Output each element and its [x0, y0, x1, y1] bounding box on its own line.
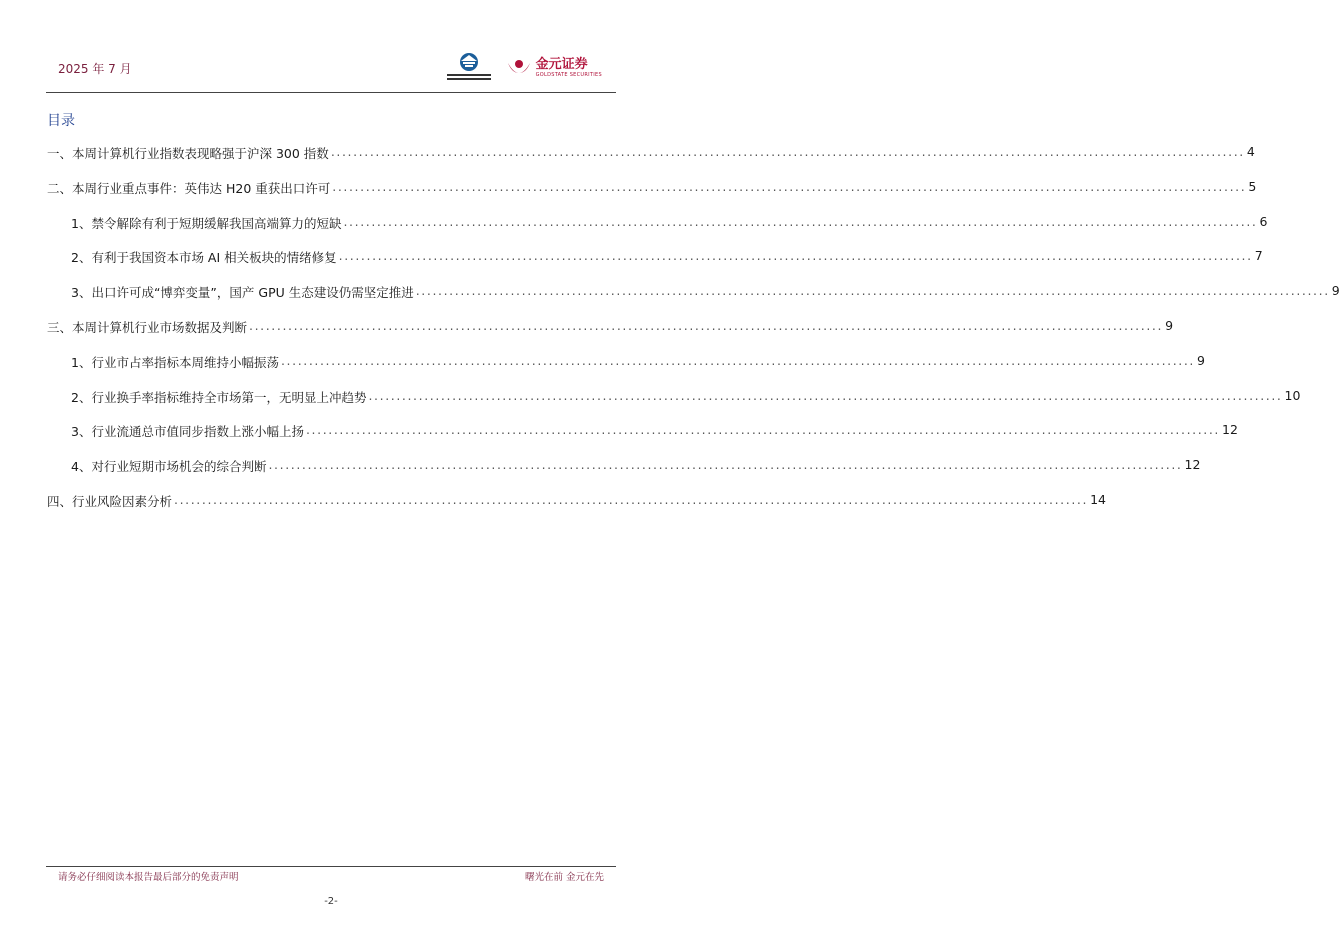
- goldstate-emblem-icon: [506, 57, 532, 79]
- toc-entry-text: 二、本周行业重点事件：英伟达 H20 重获出口许可: [47, 180, 331, 196]
- toc-entry[interactable]: [47, 283, 1340, 318]
- toc-entry-page: 12: [1222, 422, 1238, 438]
- toc-entry[interactable]: [47, 178, 1257, 214]
- toc-entry[interactable]: [47, 352, 1205, 388]
- toc-entry-text: 1、行业市占率指标本周维持小幅振荡: [71, 354, 279, 370]
- toc-entry[interactable]: [47, 387, 1301, 423]
- toc-entry-page: 9: [1331, 283, 1340, 299]
- capital-group-emblem-icon: [458, 52, 480, 72]
- footer-divider: [46, 866, 616, 867]
- toc-entry-text: 3、行业流通总市值同步指数上涨小幅上扬: [71, 424, 304, 440]
- toc-entry-page: 7: [1254, 248, 1263, 264]
- toc-entry-page: 4: [1246, 144, 1255, 159]
- toc-entry-page: 10: [1284, 387, 1301, 403]
- toc-leader-dots: ....................................................................................................................................................................: [368, 387, 1283, 403]
- toc-leader-dots: ....................................................................................................................................................................: [305, 422, 1221, 438]
- goldstate-logo: [506, 57, 602, 79]
- toc-entry-page: 6: [1259, 213, 1268, 229]
- table-of-contents: [47, 144, 1340, 527]
- toc-leader-dots: ....................................................................................................................................................................: [332, 178, 1247, 194]
- toc-title: 目录: [47, 113, 75, 129]
- toc-entry-text: 1、禁令解除有利于短期缓解我国高端算力的短缺: [71, 215, 342, 231]
- toc-entry-text: 2、有利于我国资本市场 AI 相关板块的情绪修复: [71, 250, 337, 266]
- page-number: -2-: [324, 896, 338, 907]
- toc-entry-text: 3、出口许可成“博弈变量”，国产 GPU 生态建设仍需坚定推进: [71, 285, 414, 301]
- toc-leader-dots: ....................................................................................................................................................................: [415, 283, 1330, 299]
- footer-slogan: 曙光在前 金元在先: [524, 872, 604, 883]
- toc-leader-dots: ....................................................................................................................................................................: [268, 457, 1183, 473]
- toc-entry-page: 14: [1090, 491, 1106, 507]
- toc-leader-dots: ....................................................................................................................................................................: [249, 317, 1164, 333]
- toc-leader-dots: ....................................................................................................................................................................: [174, 491, 1089, 507]
- toc-entry[interactable]: [47, 422, 1238, 457]
- toc-leader-dots: ....................................................................................................................................................................: [280, 352, 1196, 368]
- toc-entry[interactable]: [47, 317, 1174, 353]
- report-date: 2025 年 7 月: [58, 62, 132, 76]
- goldstate-english: GOLDSTATE SECURITIES: [535, 72, 602, 78]
- toc-entry-text: 三、本周计算机行业市场数据及判断: [47, 319, 248, 335]
- goldstate-name: 金元证券: [535, 57, 588, 72]
- toc-leader-dots: ....................................................................................................................................................................: [343, 213, 1258, 229]
- footer-disclaimer: 请务必仔细阅读本报告最后部分的免责声明: [58, 872, 239, 883]
- toc-entry-text: 2、行业换手率指标维持全市场第一，无明显上冲趋势: [71, 389, 367, 405]
- toc-entry[interactable]: [47, 213, 1268, 249]
- toc-leader-dots: ....................................................................................................................................................................: [338, 248, 1253, 264]
- header-divider: [46, 92, 616, 93]
- toc-entry[interactable]: [47, 491, 1106, 527]
- toc-entry[interactable]: [47, 248, 1263, 283]
- toc-entry[interactable]: [47, 457, 1201, 492]
- toc-entry-page: 9: [1165, 317, 1174, 333]
- toc-entry-page: 9: [1197, 352, 1205, 368]
- toc-entry-text: 四、行业风险因素分析: [47, 493, 173, 509]
- toc-entry[interactable]: [47, 144, 1255, 179]
- toc-leader-dots: ....................................................................................................................................................................: [330, 144, 1245, 159]
- header-logos: [446, 52, 602, 84]
- capital-group-logo: [446, 52, 492, 84]
- toc-entry-text: 4、对行业短期市场机会的综合判断: [71, 459, 267, 475]
- toc-entry-page: 5: [1248, 178, 1257, 194]
- toc-entry-page: 12: [1184, 457, 1201, 473]
- toc-entry-text: 一、本周计算机行业指数表现略强于沪深 300 指数: [47, 146, 329, 161]
